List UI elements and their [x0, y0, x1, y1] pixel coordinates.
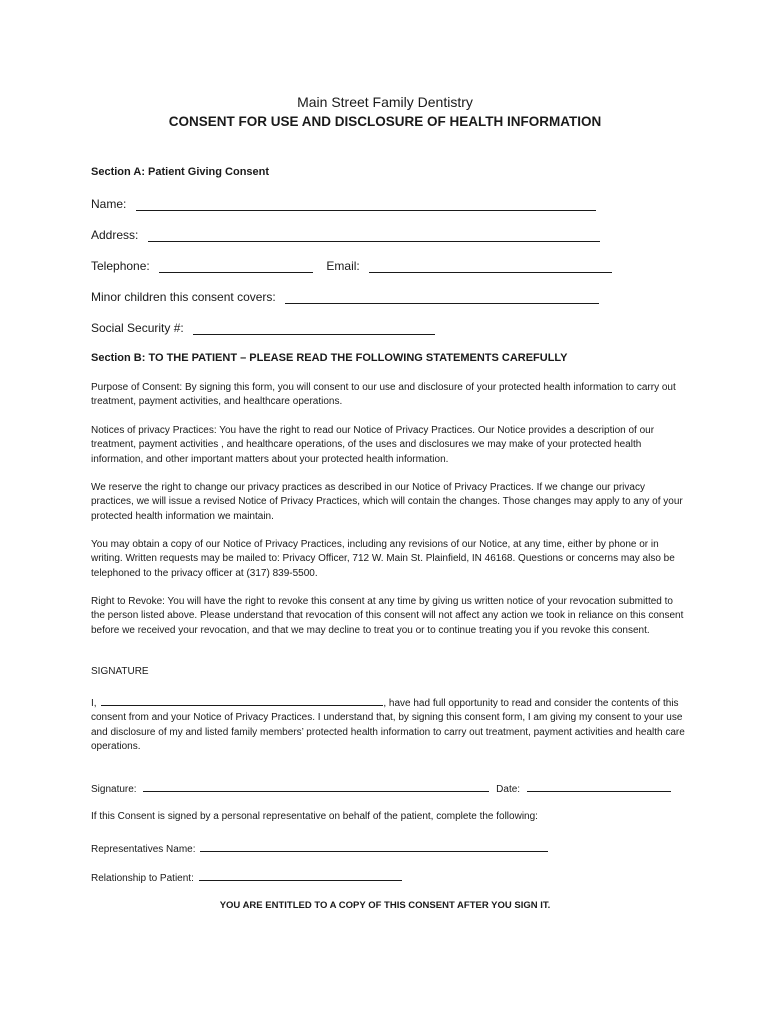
address-label: Address:	[91, 228, 139, 242]
email-label: Email:	[326, 259, 360, 273]
section-b-heading: Section B: TO THE PATIENT – PLEASE READ THE FOLLOWING STATEMENTS CAREFULLY	[91, 352, 568, 364]
representative-instructions: If this Consent is signed by a personal representative on behalf of the patient, complete the following:	[91, 811, 538, 822]
telephone-label: Telephone:	[91, 259, 150, 273]
representative-name-field[interactable]	[200, 841, 548, 852]
signature-heading: SIGNATURE	[91, 666, 149, 677]
signature-statement	[91, 695, 686, 754]
email-field[interactable]	[369, 260, 612, 273]
statement-text: , have had full opportunity to read and consider the contents of this consent from and your Notice of Privacy Practices. I understand that, by signing this consent form, I am giving my consent to your use and disclosure of my and listed family members’ protected health information to carry out treatment, payment activities and health care operations.	[91, 698, 685, 752]
minor-children-field[interactable]	[285, 291, 599, 304]
minor-children-row	[91, 290, 599, 304]
copy-paragraph: You may obtain a copy of our Notice of Privacy Practices, including any revisions of our Notice, at any time, either by phone or in writing. Written requests may be mailed to: Privacy Officer, 712 W. Main St. Plainfield, IN 46168. Questions or concerns may also be telephoned to the privacy officer at (317) 839-5500.	[91, 539, 675, 579]
ssn-row	[91, 321, 435, 335]
i-prefix: I,	[91, 698, 97, 709]
reserve-paragraph: We reserve the right to change our privacy practices as described in our Notice of Privacy Practices. If we change our privacy practices, we will issue a revised Notice of Privacy Practices, which will contain the changes. Those changes may apply to any of your protected health information we maintain.	[91, 482, 683, 522]
address-row	[91, 228, 600, 242]
ssn-label: Social Security #:	[91, 321, 184, 335]
date-label: Date:	[496, 784, 521, 795]
signature-label: Signature:	[91, 784, 137, 795]
address-field[interactable]	[148, 229, 600, 242]
ssn-field[interactable]	[193, 322, 435, 335]
signature-row	[91, 781, 671, 795]
notice-paragraph: Notices of privacy Practices: You have the right to read our Notice of Privacy Practices. Our Notice provides a description of our treatment, payment activities , and healthcare operations, of the uses and disclosures we may make of your protected health information, and other important matters about your protected health information.	[91, 425, 655, 465]
representative-name-label: Representatives Name:	[91, 844, 196, 855]
minor-children-label: Minor children this consent covers:	[91, 290, 276, 304]
telephone-email-row	[91, 259, 612, 273]
form-title: CONSENT FOR USE AND DISCLOSURE OF HEALTH INFORMATION	[168, 114, 602, 129]
footer-notice: YOU ARE ENTITLED TO A COPY OF THIS CONSENT AFTER YOU SIGN IT.	[219, 900, 551, 911]
telephone-field[interactable]	[159, 260, 313, 273]
purpose-paragraph: Purpose of Consent: By signing this form, you will consent to our use and disclosure of your protected health information to carry out treatment, payment activities, and healthcare operations.	[91, 382, 676, 408]
name-label: Name:	[91, 197, 127, 211]
signature-field[interactable]	[143, 781, 489, 792]
relationship-label: Relationship to Patient:	[91, 873, 194, 884]
representative-name-row	[91, 841, 548, 855]
section-a-heading: Section A: Patient Giving Consent	[91, 166, 270, 178]
relationship-field[interactable]	[199, 870, 402, 881]
patient-name-field[interactable]	[101, 695, 383, 706]
name-row	[91, 197, 596, 211]
revoke-paragraph: Right to Revoke: You will have the right to revoke this consent at any time by giving us written notice of your revocation submitted to the person listed above. Please understand that revocation of this consent will not affect any action we took in reliance on this consent before we received your revocation, and that we may decline to treat you or to continue treating you if you revoke this consent.	[91, 596, 684, 636]
name-field[interactable]	[136, 198, 596, 211]
relationship-row	[91, 870, 402, 884]
date-field[interactable]	[527, 781, 671, 792]
practice-name: Main Street Family Dentistry	[297, 94, 473, 110]
